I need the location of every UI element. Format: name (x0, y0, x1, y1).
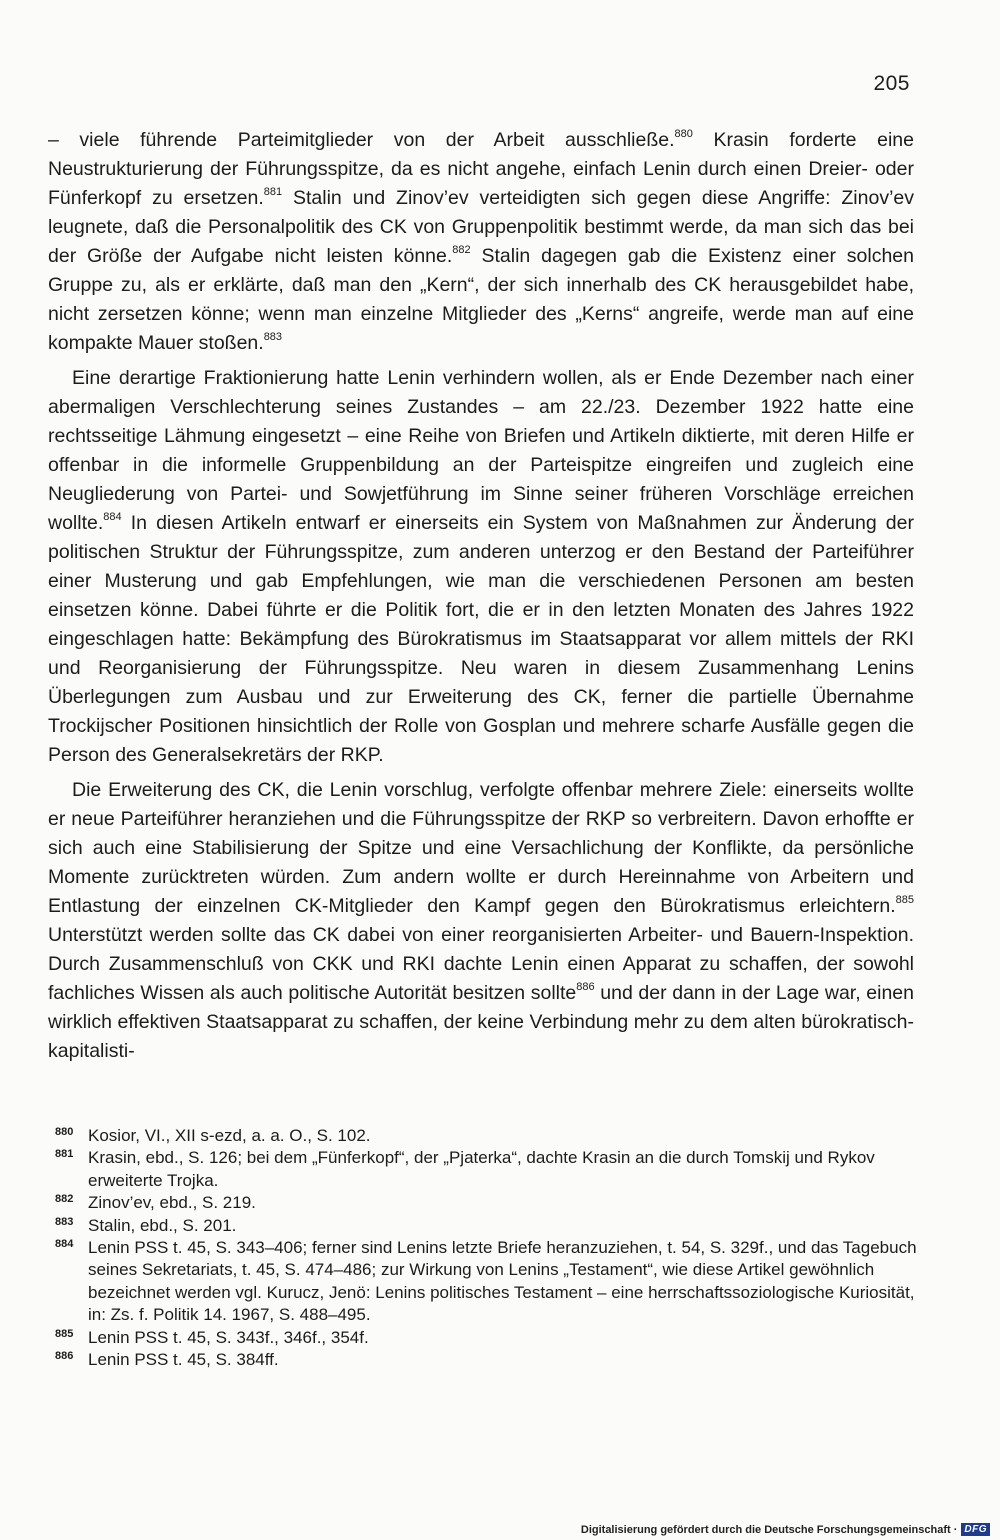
body-paragraph (48, 364, 914, 770)
footnote-text: Krasin, ebd., S. 126; bei dem „Fünferkopf“, der „Pjaterka“, dachte Krasin an die durch Tomskij und Rykov erweiterte Trojka. (88, 1148, 875, 1190)
footnote-number: 882 (55, 1193, 74, 1206)
footnote-number: 880 (55, 1126, 74, 1138)
text-run: Krasin forderte eine Neustrukturierung der Führungsspitze, da es nicht angehe, einfach Lenin durch einen Dreier- oder Fünferkopf zu ersetzen. (48, 129, 914, 209)
text-run: Unterstützt werden sollte das CK dabei von einer reorganisierten Arbeiter- und Bauern-Inspektion. Durch Zusammenschluß von CKK und RKI dachte Lenin einen Apparat zu schaffen, der sowohl fachliches Wissen als auch politische Autorität besitzen sollte (48, 924, 914, 1004)
footnote (55, 1349, 921, 1371)
body-paragraph (48, 126, 914, 358)
footnote-reference: 883 (263, 331, 283, 343)
footer (581, 1523, 990, 1536)
text-run: Stalin und Zinov’ev verteidigten sich gegen diese Angriffe: Zinov’ev leugnete, daß die Personalpolitik des CK von Gruppenpolitik bestimmt werde, da man sich das bei der Größe der Aufgabe nicht leisten könne. (48, 187, 914, 267)
text-run: – viele führende Parteimitglieder von der Arbeit ausschließe. (48, 129, 675, 151)
body-text (48, 126, 914, 1072)
footnote (55, 1215, 921, 1237)
page-number: 205 (873, 72, 910, 95)
text-run: In diesen Artikeln entwarf er einerseits ein System von Maßnahmen zur Änderung der politischen Struktur der Führungsspitze, zum anderen unterzog er den Bestand der Parteiführer einer Musterung und gab Empfehlungen, wie man die verschiedenen Personen am besten einsetzen könne. Dabei führte er die Politik fort, die er in den letzten Monaten des Jahres 1922 eingeschlagen hatte: Bekämpfung des Bürokratismus im Staatsapparat vor allem mittels der RKI und Reorganisierung der Führungsspitze. Neu waren in diesem Zusammenhang Lenins Überlegungen zum Ausbau und zur Erweiterung des CK, ferner die partielle Übernahme Trockijscher Positionen hinsichtlich der Rolle von Gosplan und mehrere scharfe Ausfälle gegen die Person des Generalsekretärs der RKP. (48, 512, 914, 766)
footnote-reference: 881 (263, 186, 283, 198)
text-run: Die Erweiterung des CK, die Lenin vorschlug, verfolgte offenbar mehrere Ziele: einerseits wollte er neue Parteiführer heranziehen und die Führungsspitze der RKP so verbreitern. Davon erhoffte er sich auch eine Stabilisierung der Spitze und eine Versachlichung der Konflikte, da persönliche Momente zurücktreten würden. Zum andern wollte er durch Hereinnahme von Arbeitern und Entlastung der einzelnen CK-Mitglieder den Kampf gegen den Bürokratismus erleichtern. (48, 779, 914, 917)
footnote-text: Lenin PSS t. 45, S. 384ff. (88, 1350, 279, 1370)
footnote-reference: 885 (895, 894, 914, 906)
footnote (55, 1125, 921, 1147)
footnote-number: 881 (55, 1148, 74, 1161)
text-run: Eine derartige Fraktionierung hatte Lenin verhindern wollen, als er Ende Dezember nach einer abermaligen Verschlechterung seines Zustandes – am 22./23. Dezember 1922 hatte eine rechtsseitige Lähmung eingesetzt – eine Reihe von Briefen und Artikeln diktierte, mit deren Hilfe er offenbar in die informelle Gruppenbildung an der Parteispitze eingreifen und zugleich eine Neugliederung von Partei- und Sowjetführung im Sinne seiner früheren Vorschläge erreichen wollte. (48, 367, 914, 534)
footnote-reference: 886 (576, 981, 595, 993)
footnote (55, 1327, 921, 1349)
footnote (55, 1147, 921, 1192)
footnote-text: Lenin PSS t. 45, S. 343f., 346f., 354f. (88, 1327, 369, 1347)
footnote-text: Lenin PSS t. 45, S. 343–406; ferner sind Lenins letzte Briefe heranzuziehen, t. 54, S. 329f., und das Tagebuch seines Sekretariats, t. 45, S. 474–486; zur Wirkung von Lenins „Testament“, wie diese Artikel gewöhnlich bezeichnet werden vgl. Kurucz, Jenö: Lenins politisches Testament – eine herrschaftssoziologische Kuriosität, in: Zs. f. Politik 14. 1967, S. 488–495. (88, 1238, 917, 1325)
footnote-reference: 880 (674, 128, 693, 140)
footnote-reference: 882 (452, 244, 471, 256)
footnote-number: 883 (55, 1215, 74, 1228)
body-paragraph (48, 776, 914, 1066)
footnote (55, 1237, 921, 1327)
footer-text: Digitalisierung gefördert durch die Deutsche Forschungsgemeinschaft · (580, 1523, 958, 1536)
footnotes (55, 1125, 921, 1371)
footnote-text: Kosior, VI., XII s-ezd, a. a. O., S. 102. (88, 1126, 371, 1145)
footnote-text: Stalin, ebd., S. 201. (88, 1215, 237, 1235)
footnote-number: 885 (55, 1327, 74, 1340)
footnote-reference: 884 (103, 511, 122, 523)
footnote-text: Zinov’ev, ebd., S. 219. (88, 1193, 256, 1213)
dfg-logo: DFG (961, 1523, 990, 1536)
text-run: und der dann in der Lage war, einen wirklich effektiven Staatsapparat zu schaffen, der keine Verbindung mehr zu dem alten bürokratisch-kapitalisti- (48, 982, 914, 1062)
footnote-number: 886 (55, 1350, 74, 1363)
text-run: Stalin dagegen gab die Existenz einer solchen Gruppe zu, als er erklärte, daß man den „Kern“, der sich innerhalb des CK herausgebildet habe, nicht zersetzen könne; wenn man einzelne Mitglieder des „Kerns“ angreife, werde man auf eine kompakte Mauer stoßen. (48, 245, 914, 354)
footnote (55, 1192, 921, 1214)
footnote-number: 884 (55, 1238, 74, 1251)
